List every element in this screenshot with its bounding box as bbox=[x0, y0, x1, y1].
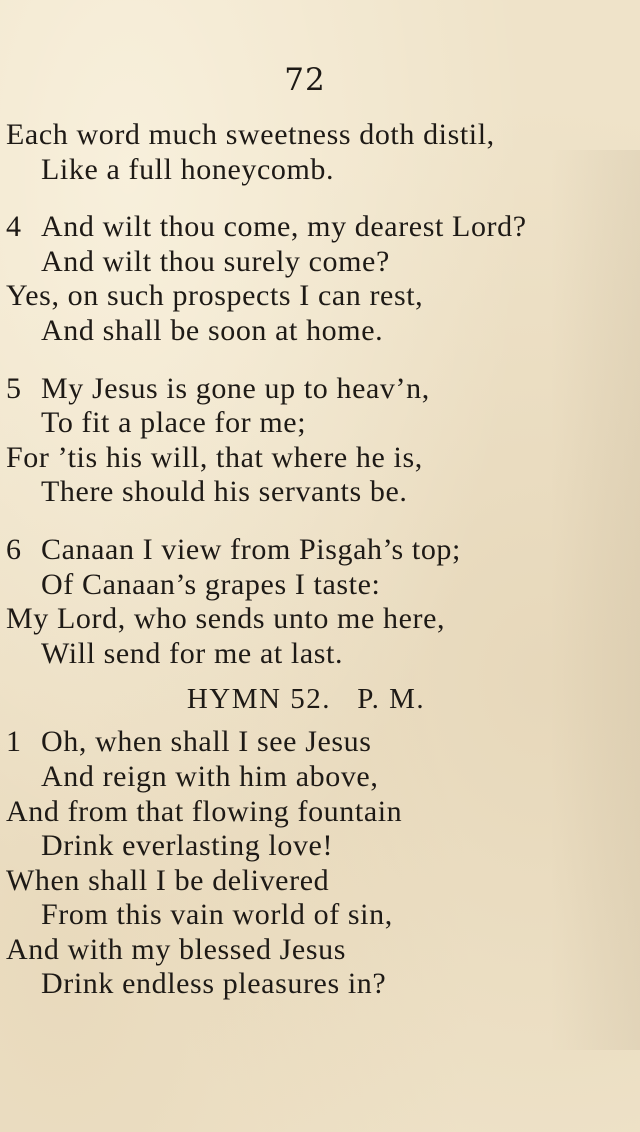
verse-line: To fit a place for me; bbox=[41, 406, 307, 440]
verse-line: Will send for me at last. bbox=[41, 636, 344, 670]
stanza-number: 6 bbox=[6, 532, 22, 566]
verse-line: Drink everlasting love! bbox=[41, 829, 334, 863]
stanza-number: 5 bbox=[6, 371, 22, 405]
verse-line: From this vain world of sin, bbox=[41, 898, 393, 932]
verse-line: There should his servants be. bbox=[41, 475, 408, 509]
hymn-meter: P. M. bbox=[357, 683, 426, 716]
verse-line bbox=[6, 725, 636, 760]
verse-line: And shall be soon at home. bbox=[41, 313, 384, 347]
verse-line bbox=[6, 372, 636, 407]
hymn-text bbox=[6, 118, 636, 1002]
verse-line bbox=[6, 210, 636, 245]
verse-line: For ’tis his will, that where he is, bbox=[6, 440, 423, 474]
page-number: 72 bbox=[284, 62, 326, 98]
stanza-gap bbox=[6, 187, 636, 210]
verse-line: And reign with him above, bbox=[41, 759, 379, 793]
verse-text: My Jesus is gone up to heav’n, bbox=[41, 371, 430, 405]
verse-text: Canaan I view from Pisgah’s top; bbox=[41, 532, 461, 566]
verse-line: And from that flowing fountain bbox=[6, 794, 403, 828]
stanza-number: 1 bbox=[6, 725, 22, 759]
verse-text: And wilt thou come, my dearest Lord? bbox=[41, 210, 527, 244]
verse-line: Yes, on such prospects I can rest, bbox=[6, 279, 424, 313]
verse-line bbox=[6, 533, 636, 568]
verse-line: And wilt thou surely come? bbox=[41, 244, 390, 278]
verse-line: Drink endless pleasures in? bbox=[41, 967, 387, 1001]
verse-line: Each word much sweetness doth distil, bbox=[6, 118, 495, 151]
hymn-title: HYMN 52. bbox=[186, 683, 331, 716]
verse-line: My Lord, who sends unto me here, bbox=[6, 602, 446, 636]
stanza-gap bbox=[6, 510, 636, 533]
verse-line: When shall I be delivered bbox=[6, 863, 330, 897]
verse-line: Of Canaan’s grapes I taste: bbox=[41, 567, 381, 601]
verse-text: Oh, when shall I see Jesus bbox=[41, 725, 372, 759]
hymn-heading bbox=[6, 681, 606, 717]
stanza-gap bbox=[6, 349, 636, 372]
verse-line: Like a full honeycomb. bbox=[41, 152, 335, 186]
stanza-number: 4 bbox=[6, 210, 22, 244]
verse-line: And with my blessed Jesus bbox=[6, 932, 346, 966]
